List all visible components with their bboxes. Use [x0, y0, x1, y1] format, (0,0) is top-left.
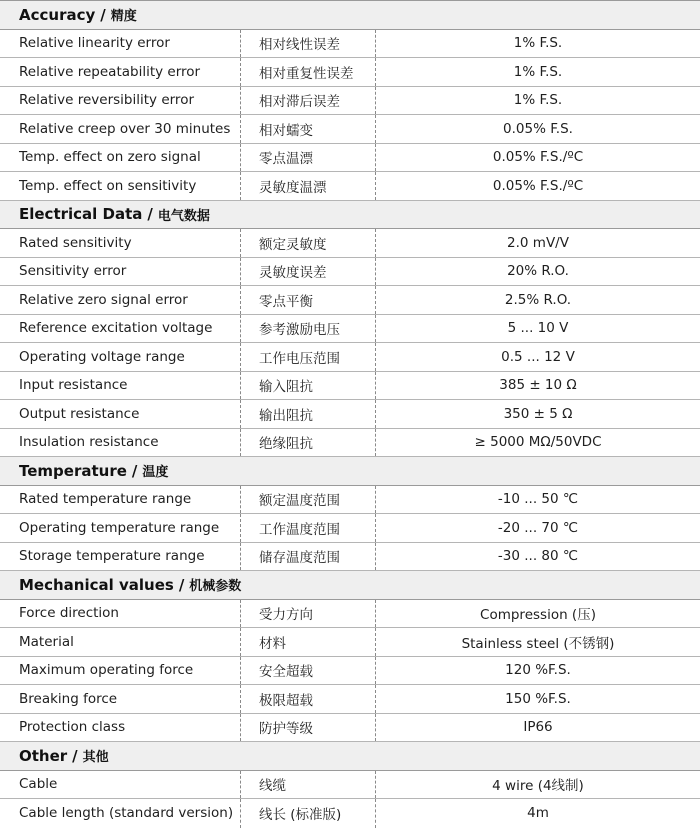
spec-value: Compression (压): [480, 607, 596, 624]
spec-label-en: Relative reversibility error: [19, 92, 194, 109]
spec-label-en: Operating voltage range: [19, 348, 185, 365]
spec-label-zh: 额定灵敏度: [240, 229, 376, 257]
spec-row: [0, 229, 700, 258]
spec-label-en: Maximum operating force: [19, 662, 194, 679]
spec-label-en: Cable: [19, 776, 58, 793]
section-title-en: Other: [19, 746, 68, 765]
spec-value: 4m: [527, 805, 549, 822]
spec-row: [0, 343, 700, 372]
spec-label-en: Rated sensitivity: [19, 234, 132, 251]
spec-row: [0, 87, 700, 116]
spec-label-zh: 相对重复性误差: [240, 58, 376, 86]
section-title-zh: 电气数据: [157, 208, 210, 224]
section-header: [0, 1, 700, 30]
section-title-separator: /: [178, 575, 185, 594]
spec-label-en: Cable length (standard version): [19, 805, 234, 822]
spec-row: [0, 799, 700, 828]
spec-label-en: Temp. effect on zero signal: [19, 149, 201, 166]
spec-value: IP66: [523, 719, 553, 736]
spec-value: ≥ 5000 MΩ/50VDC: [474, 434, 602, 451]
section-title-separator: /: [147, 205, 153, 224]
section-title-zh: 机械参数: [189, 579, 242, 595]
section-title-separator: /: [100, 5, 106, 24]
spec-label-zh: 输出阻抗: [240, 400, 376, 428]
spec-value: 120 %F.S.: [505, 662, 571, 679]
spec-label-zh: 工作温度范围: [240, 514, 376, 542]
spec-label-zh: 绝缘阻抗: [240, 429, 376, 457]
spec-label-en: Relative zero signal error: [19, 291, 188, 308]
spec-row: [0, 429, 700, 458]
spec-label-en: Storage temperature range: [19, 548, 205, 565]
section-title-en: Mechanical values: [19, 575, 174, 594]
spec-label-en: Sensitivity error: [19, 263, 127, 280]
spec-label-zh: 受力方向: [240, 600, 376, 628]
spec-value: 2.0 mV/V: [507, 234, 569, 251]
spec-row: [0, 372, 700, 401]
spec-value: Stainless steel (不锈钢): [461, 635, 615, 652]
spec-value: 2.5% R.O.: [504, 291, 572, 308]
spec-row: [0, 315, 700, 344]
spec-value: 5 ... 10 V: [507, 320, 569, 337]
spec-value: 0.5 ... 12 V: [501, 348, 575, 365]
spec-label-zh: 零点温漂: [240, 144, 376, 172]
spec-label-en: Material: [19, 633, 74, 650]
spec-label-zh: 额定温度范围: [240, 486, 376, 514]
spec-row: [0, 30, 700, 59]
spec-row: [0, 286, 700, 315]
spec-value: 385 ± 10 Ω: [499, 377, 577, 394]
spec-value: 20% R.O.: [507, 263, 569, 280]
spec-row: [0, 486, 700, 515]
spec-value: 350 ± 5 Ω: [503, 405, 573, 422]
section-title-separator: /: [72, 746, 78, 765]
spec-label-zh: 储存温度范围: [240, 543, 376, 571]
spec-row: [0, 657, 700, 686]
spec-label-zh: 材料: [240, 628, 376, 656]
spec-row: [0, 685, 700, 714]
spec-label-en: Force direction: [19, 605, 119, 622]
spec-label-zh: 相对蠕变: [240, 115, 376, 143]
spec-row: [0, 400, 700, 429]
spec-row: [0, 771, 700, 800]
section-header: [0, 457, 700, 486]
spec-row: [0, 543, 700, 572]
spec-label-en: Reference excitation voltage: [19, 320, 213, 337]
spec-label-zh: 安全超载: [240, 657, 376, 685]
spec-row: [0, 58, 700, 87]
spec-value: 150 %F.S.: [505, 690, 571, 707]
spec-label-en: Breaking force: [19, 690, 118, 707]
spec-row: [0, 628, 700, 657]
spec-value: -10 ... 50 ℃: [497, 491, 579, 508]
spec-label-zh: 相对线性误差: [240, 30, 376, 58]
section-title-separator: /: [131, 461, 138, 480]
spec-label-zh: 参考激励电压: [240, 315, 376, 343]
spec-label-en: Operating temperature range: [19, 519, 220, 536]
spec-label-en: Temp. effect on sensitivity: [19, 177, 197, 194]
spec-value: 1% F.S.: [513, 35, 563, 52]
spec-label-zh: 线长 (标准版): [240, 799, 376, 828]
spec-label-en: Rated temperature range: [19, 491, 192, 508]
spec-label-zh: 灵敏度误差: [240, 258, 376, 286]
spec-label-en: Insulation resistance: [19, 434, 159, 451]
section-title-en: Electrical Data: [19, 205, 143, 224]
spec-row: [0, 172, 700, 201]
spec-label-zh: 极限超载: [240, 685, 376, 713]
section-header: [0, 201, 700, 230]
spec-label-zh: 防护等级: [240, 714, 376, 742]
spec-label-en: Relative creep over 30 minutes: [19, 120, 231, 137]
spec-label-zh: 工作电压范围: [240, 343, 376, 371]
spec-label-en: Protection class: [19, 719, 126, 736]
spec-label-en: Relative repeatability error: [19, 63, 201, 80]
section-header: [0, 571, 700, 600]
spec-label-en: Relative linearity error: [19, 35, 170, 52]
section-title-zh: 其他: [82, 750, 109, 766]
section-title-en: Accuracy: [19, 5, 96, 24]
section-header: [0, 742, 700, 771]
spec-row: [0, 514, 700, 543]
spec-value: 0.05% F.S./ºC: [492, 149, 584, 166]
spec-value: 0.05% F.S.: [503, 120, 573, 137]
spec-label-zh: 相对滞后误差: [240, 87, 376, 115]
spec-row: [0, 258, 700, 287]
spec-value: 1% F.S.: [513, 63, 563, 80]
spec-label-zh: 零点平衡: [240, 286, 376, 314]
section-title-zh: 温度: [142, 465, 169, 481]
section-title-zh: 精度: [110, 9, 137, 25]
spec-label-zh: 灵敏度温漂: [240, 172, 376, 200]
section-title-en: Temperature: [19, 461, 127, 480]
spec-row: [0, 600, 700, 629]
spec-label-en: Input resistance: [19, 377, 128, 394]
spec-value: 1% F.S.: [513, 92, 563, 109]
spec-label-zh: 输入阻抗: [240, 372, 376, 400]
spec-row: [0, 714, 700, 743]
spec-value: -20 ... 70 ℃: [497, 519, 579, 536]
spec-value: 0.05% F.S./ºC: [492, 177, 584, 194]
spec-value: 4 wire (4线制): [492, 778, 584, 795]
spec-row: [0, 144, 700, 173]
spec-label-en: Output resistance: [19, 405, 140, 422]
spec-value: -30 ... 80 ℃: [497, 548, 579, 565]
spec-label-zh: 线缆: [240, 771, 376, 799]
spec-row: [0, 115, 700, 144]
